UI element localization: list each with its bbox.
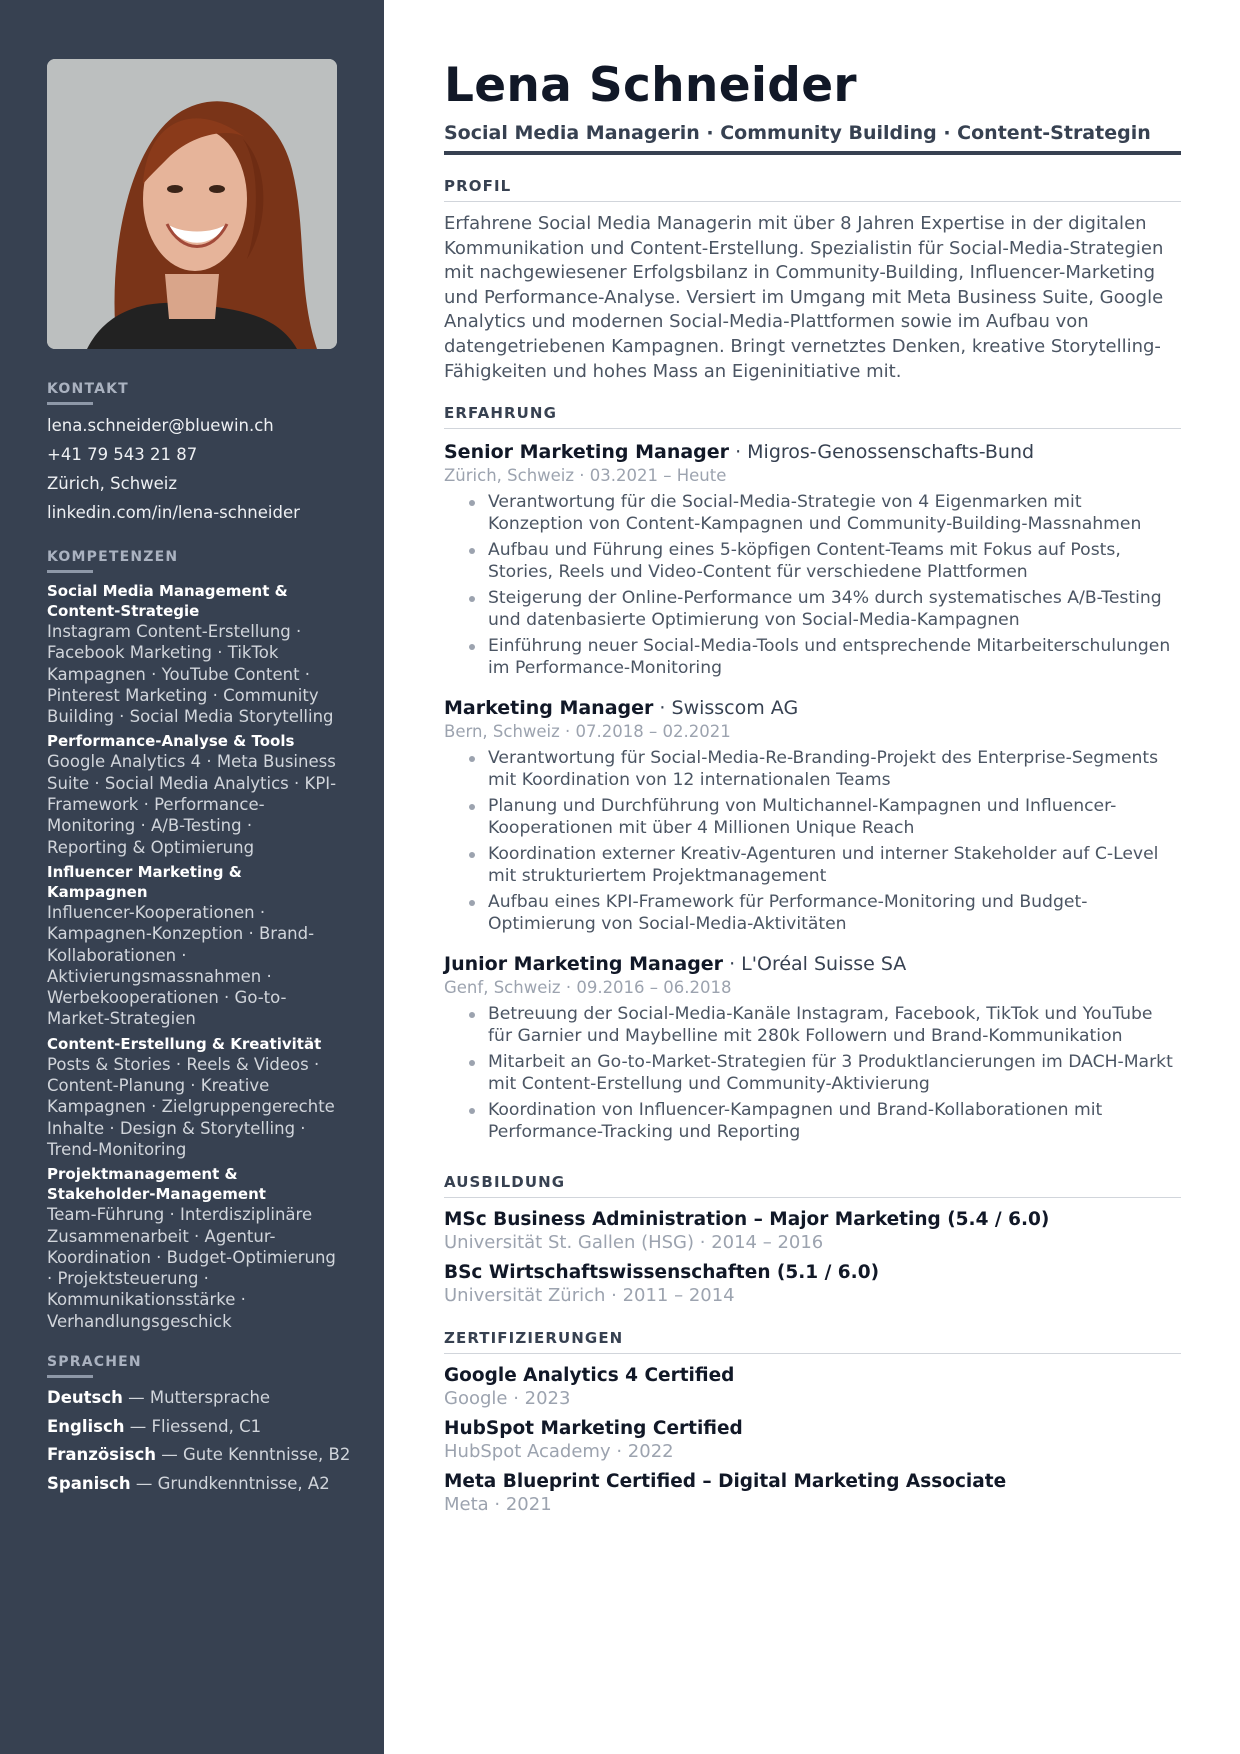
job-bullet: Verantwortung für die Social-Media-Strategie von 4 Eigenmarken mit Konzeption von Content-Kampagnen und Community-Building-Massnahmen bbox=[466, 491, 1181, 535]
job-bullets bbox=[444, 1003, 1181, 1143]
languages-heading-rule bbox=[47, 1375, 93, 1378]
job-bullet: Planung und Durchführung von Multichannel-Kampagnen und Influencer-Kooperationen mit über 4 Millionen Unique Reach bbox=[466, 795, 1181, 839]
language-name: Englisch bbox=[47, 1416, 125, 1436]
skill-group-items: Influencer-Kooperationen · Kampagnen-Konzeption · Brand-Kollaborationen · Aktivierungsmassnahmen · Werbekooperationen · Go-to-Market-Strategien bbox=[47, 902, 315, 1029]
title-divider bbox=[444, 151, 1181, 155]
skill-group-title: Influencer Marketing & Kampagnen bbox=[47, 862, 242, 901]
candidate-subtitle: Social Media Managerin · Community Building · Content-Strategin bbox=[444, 122, 1151, 144]
section-divider bbox=[444, 1353, 1181, 1354]
skill-group-title: Performance-Analyse & Tools bbox=[47, 732, 295, 751]
language-item bbox=[47, 1441, 351, 1470]
job-entry bbox=[444, 439, 1181, 679]
education-entry bbox=[444, 1261, 1181, 1307]
profile-text: Erfahrene Social Media Managerin mit über 8 Jahren Expertise in der digitalen Kommunikation und Content-Erstellung. Spezialistin für Social-Media-Strategien mit nachgewiesener Erfolgsbilanz in Community-Building, Influencer-Marketing und Performance-Analyse. Versiert im Umgang mit Meta Business Suite, Google Analytics und modernen Social-Media-Plattformen sowie im Aufbau von datengetriebenen Kampagnen. Bringt vernetztes Denken, kreative Storytelling-Fähigkeiten und hohes Mass an Eigeninitiative mit. bbox=[444, 213, 1164, 382]
skill-group-title: Projektmanagement & Stakeholder-Management bbox=[47, 1165, 266, 1204]
job-bullets bbox=[444, 747, 1181, 935]
skill-group bbox=[47, 1164, 337, 1332]
section-divider bbox=[444, 1197, 1181, 1198]
job-title: Senior Marketing Manager bbox=[444, 441, 730, 464]
job-company: · L'Oréal Suisse SA bbox=[723, 953, 907, 976]
language-item bbox=[47, 1470, 337, 1499]
job-bullet: Steigerung der Online-Performance um 34% durch systematisches A/B-Testing und datenbasierte Optimierung von Social-Media-Kampagnen bbox=[466, 587, 1181, 631]
certification-entry bbox=[444, 1470, 1181, 1516]
skill-group bbox=[47, 581, 337, 727]
language-name: Französisch bbox=[47, 1445, 156, 1465]
profile-heading: PROFIL bbox=[444, 177, 512, 195]
certification-entry bbox=[444, 1364, 1181, 1410]
main-content bbox=[444, 56, 1181, 1523]
contact-heading-rule bbox=[47, 402, 93, 405]
job-meta: Bern, Schweiz · 07.2018 – 02.2021 bbox=[444, 722, 731, 742]
job-bullet: Verantwortung für Social-Media-Re-Branding-Projekt des Enterprise-Segments mit Koordination von 12 internationalen Teams bbox=[466, 747, 1181, 791]
skill-group-title: Social Media Management & Content-Strategie bbox=[47, 582, 288, 620]
certification-entry bbox=[444, 1417, 1181, 1463]
job-entry bbox=[444, 695, 1181, 935]
job-company: · Swisscom AG bbox=[653, 697, 799, 720]
language-item bbox=[47, 1384, 337, 1413]
education-title: BSc Wirtschaftswissenschaften (5.1 / 6.0) bbox=[444, 1262, 880, 1284]
language-name: Spanisch bbox=[47, 1473, 131, 1493]
skill-group bbox=[47, 862, 337, 1030]
contact-phone[interactable]: +41 79 543 21 87 bbox=[47, 445, 198, 464]
job-header bbox=[444, 695, 1181, 721]
job-meta: Genf, Schweiz · 09.2016 – 06.2018 bbox=[444, 978, 732, 998]
job-bullet: Betreuung der Social-Media-Kanäle Instagram, Facebook, TikTok und YouTube für Garnier und Maybelline mit 280k Followern und Brand-Kommunikation bbox=[466, 1003, 1181, 1047]
contact-linkedin[interactable]: linkedin.com/in/lena-schneider bbox=[47, 503, 300, 522]
language-level: — Muttersprache bbox=[122, 1388, 271, 1408]
education-heading: AUSBILDUNG bbox=[444, 1173, 566, 1192]
skill-group bbox=[47, 731, 337, 857]
language-level: — Gute Kenntnisse, B2 bbox=[156, 1445, 351, 1465]
certification-title: HubSpot Marketing Certified bbox=[444, 1418, 743, 1440]
skill-group-items: Google Analytics 4 · Meta Business Suite · Social Media Analytics · KPI-Framework · Performance-Monitoring · A/B-Testing · Reporting & Optimierung bbox=[47, 752, 337, 857]
job-bullet: Koordination externer Kreativ-Agenturen und interner Stakeholder auf C-Level mit strukturiertem Projektmanagement bbox=[466, 843, 1181, 887]
job-bullet: Einführung neuer Social-Media-Tools und entsprechende Mitarbeiterschulungen im Performance-Monitoring bbox=[466, 635, 1181, 679]
sidebar bbox=[0, 0, 384, 1754]
job-title: Junior Marketing Manager bbox=[444, 953, 724, 976]
language-name: Deutsch bbox=[47, 1388, 123, 1408]
job-title: Marketing Manager bbox=[444, 697, 654, 720]
contact-heading: KONTAKT bbox=[47, 381, 129, 397]
language-level: — Fliessend, C1 bbox=[124, 1416, 262, 1436]
education-entry bbox=[444, 1208, 1181, 1254]
skill-group bbox=[47, 1034, 337, 1160]
education-meta: Universität Zürich · 2011 – 2014 bbox=[444, 1285, 735, 1307]
job-bullet: Aufbau eines KPI-Framework für Performance-Monitoring und Budget-Optimierung von Social-Media-Aktivitäten bbox=[466, 891, 1181, 935]
certification-meta: Google · 2023 bbox=[444, 1388, 571, 1410]
section-divider bbox=[444, 201, 1181, 202]
skill-group-items: Instagram Content-Erstellung · Facebook Marketing · TikTok Kampagnen · YouTube Content · Pinterest Marketing · Community Building · Social Media Storytelling bbox=[47, 622, 334, 727]
candidate-name: Lena Schneider bbox=[444, 58, 857, 113]
skill-group-items: Posts & Stories · Reels & Videos · Content-Planung · Kreative Kampagnen · Zielgruppengerechte Inhalte · Design & Storytelling · Trend-Monitoring bbox=[47, 1054, 335, 1159]
job-bullet: Mitarbeit an Go-to-Market-Strategien für 3 Produktlancierungen im DACH-Markt mit Content-Erstellung und Community-Aktivierung bbox=[466, 1051, 1181, 1095]
languages-heading: SPRACHEN bbox=[47, 1354, 142, 1371]
job-bullets bbox=[444, 491, 1181, 679]
skill-group-items: Team-Führung · Interdisziplinäre Zusammenarbeit · Agentur-Koordination · Budget-Optimierung · Projektsteuerung · Kommunikationsstärke · Verhandlungsgeschick bbox=[47, 1205, 336, 1331]
contact-location: Zürich, Schweiz bbox=[47, 474, 178, 493]
certification-meta: Meta · 2021 bbox=[444, 1494, 552, 1516]
certification-title: Google Analytics 4 Certified bbox=[444, 1365, 735, 1387]
education-meta: Universität St. Gallen (HSG) · 2014 – 2016 bbox=[444, 1232, 824, 1254]
job-entry bbox=[444, 951, 1181, 1143]
language-item bbox=[47, 1413, 337, 1442]
job-header bbox=[444, 951, 1181, 977]
certification-title: Meta Blueprint Certified – Digital Marketing Associate bbox=[444, 1471, 1007, 1493]
profile-photo bbox=[47, 59, 337, 349]
job-bullet: Aufbau und Führung eines 5-köpfigen Content-Teams mit Fokus auf Posts, Stories, Reels und Video-Content für verschiedene Plattformen bbox=[466, 539, 1181, 583]
skill-group-title: Content-Erstellung & Kreativität bbox=[47, 1034, 322, 1053]
certification-meta: HubSpot Academy · 2022 bbox=[444, 1441, 674, 1463]
section-divider bbox=[444, 428, 1181, 429]
job-company: · Migros-Genossenschafts-Bund bbox=[729, 441, 1035, 464]
job-header bbox=[444, 439, 1181, 465]
experience-heading: ERFAHRUNG bbox=[444, 404, 557, 423]
skills-heading: KOMPETENZEN bbox=[47, 549, 179, 565]
skills-heading-rule bbox=[47, 570, 93, 573]
portrait-illustration bbox=[47, 59, 337, 349]
job-meta: Zürich, Schweiz · 03.2021 – Heute bbox=[444, 466, 727, 486]
education-title: MSc Business Administration – Major Marketing (5.4 / 6.0) bbox=[444, 1209, 1050, 1231]
job-bullet: Koordination von Influencer-Kampagnen und Brand-Kollaborationen mit Performance-Tracking und Reporting bbox=[466, 1099, 1181, 1143]
contact-email[interactable]: lena.schneider@bluewin.ch bbox=[47, 416, 274, 435]
language-level: — Grundkenntnisse, A2 bbox=[130, 1473, 330, 1493]
certifications-heading: ZERTIFIZIERUNGEN bbox=[444, 1329, 624, 1348]
